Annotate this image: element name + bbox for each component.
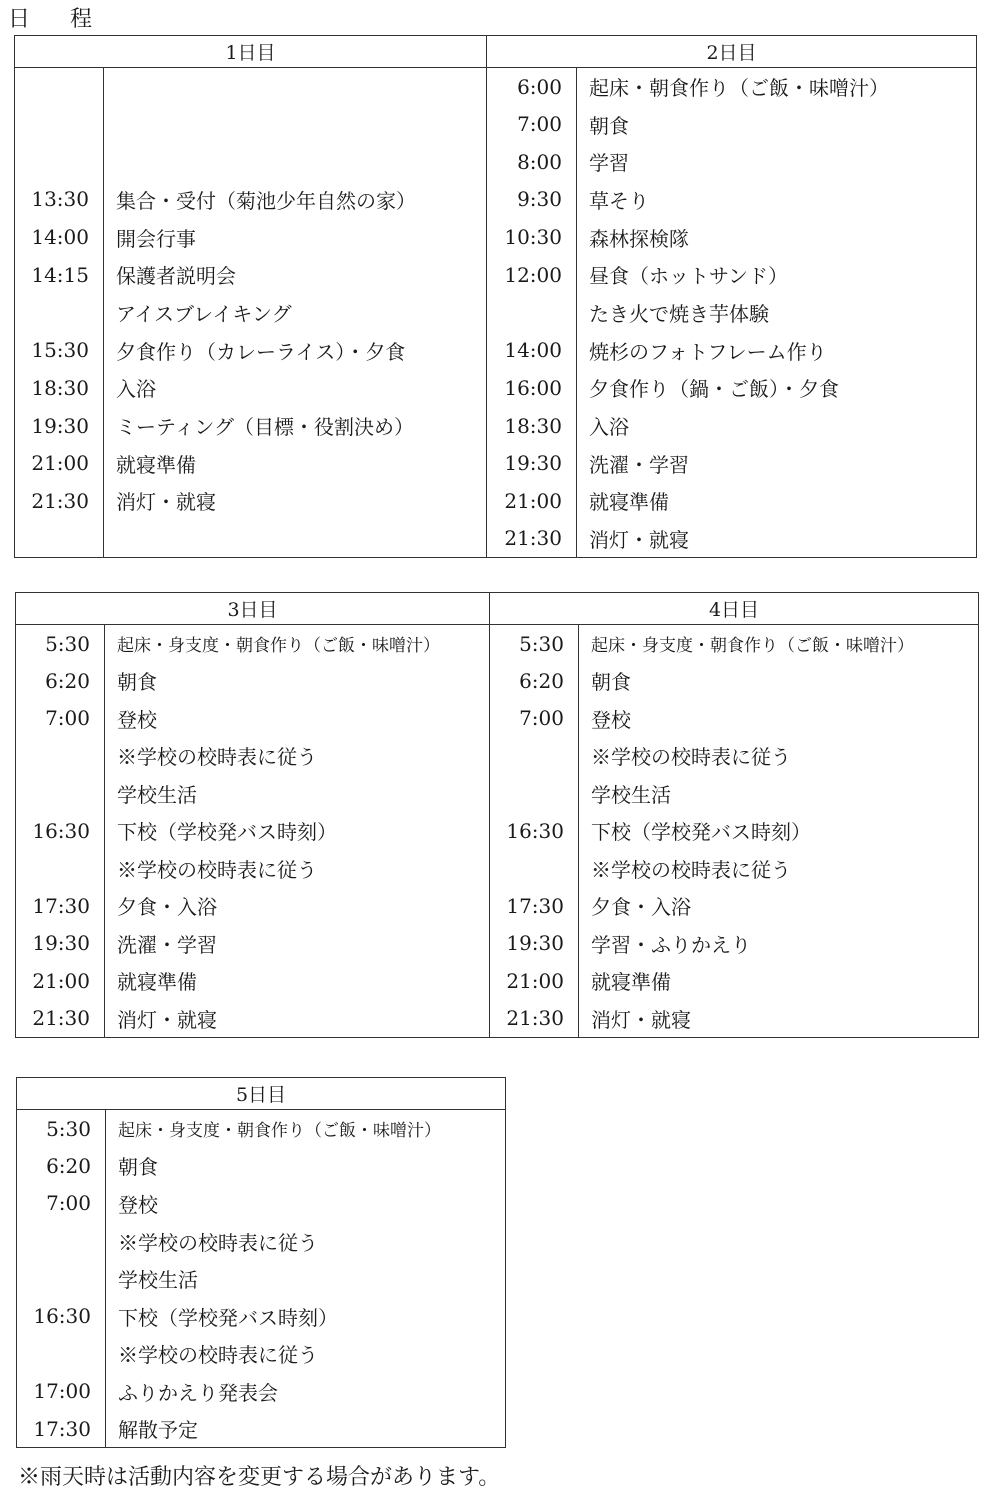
schedule-row	[17, 1147, 506, 1185]
schedule-row	[15, 482, 487, 520]
activity-cell: 下校（学校発バス時刻）	[579, 812, 979, 850]
time-cell: 16:30	[17, 1297, 106, 1335]
time-cell: 17:30	[490, 887, 579, 925]
activity-cell: ※学校の校時表に従う	[105, 850, 490, 888]
time-cell	[16, 850, 105, 888]
activity-cell: 開会行事	[104, 218, 487, 256]
time-cell: 17:30	[16, 887, 105, 925]
time-cell: 6:20	[17, 1147, 106, 1185]
schedule-row	[487, 294, 977, 332]
activity-cell	[104, 68, 487, 106]
time-cell: 9:30	[487, 181, 577, 219]
page-title	[8, 2, 92, 33]
schedule-row	[16, 925, 490, 963]
time-cell	[487, 294, 577, 332]
activity-cell: ふりかえり発表会	[106, 1373, 506, 1411]
schedule-row	[16, 662, 490, 700]
schedule-row	[15, 256, 487, 294]
schedule-row	[487, 218, 977, 256]
activity-cell: 洗濯・学習	[577, 444, 977, 482]
activity-cell: 朝食	[577, 105, 977, 143]
time-cell	[17, 1260, 106, 1298]
schedule-row	[17, 1222, 506, 1260]
activity-cell: 草そり	[577, 181, 977, 219]
time-cell: 7:00	[16, 700, 105, 738]
activity-cell: 下校（学校発バス時刻）	[106, 1297, 506, 1335]
activity-cell	[104, 143, 487, 181]
time-cell	[490, 850, 579, 888]
activity-cell: 登校	[106, 1185, 506, 1223]
time-cell: 21:00	[15, 444, 104, 482]
time-cell: 16:00	[487, 369, 577, 407]
schedule-row	[487, 520, 977, 558]
activity-cell: 登校	[579, 700, 979, 738]
time-cell: 16:30	[16, 812, 105, 850]
activity-cell: 朝食	[106, 1147, 506, 1185]
activity-cell: 起床・朝食作り（ご飯・味噌汁）	[577, 68, 977, 106]
activity-cell: 夕食・入浴	[105, 887, 490, 925]
activity-cell: アイスブレイキング	[104, 294, 487, 332]
activity-cell: 下校（学校発バス時刻）	[105, 812, 490, 850]
activity-cell: 就寝準備	[577, 482, 977, 520]
schedule-row	[15, 68, 487, 106]
activity-cell: 就寝準備	[105, 962, 490, 1000]
time-cell: 16:30	[490, 812, 579, 850]
activity-cell: 入浴	[104, 369, 487, 407]
title-part2: 程	[70, 7, 93, 32]
time-cell: 17:30	[17, 1410, 106, 1448]
title-part1: 日	[8, 7, 31, 32]
schedule-row	[490, 737, 979, 775]
schedule-row	[487, 331, 977, 369]
activity-cell: 洗濯・学習	[105, 925, 490, 963]
time-cell: 5:30	[17, 1110, 106, 1148]
activity-cell: 学校生活	[105, 775, 490, 813]
schedule-row	[15, 143, 487, 181]
schedule-row	[15, 520, 487, 558]
schedule-row	[17, 1297, 506, 1335]
schedule-row	[15, 181, 487, 219]
time-cell: 6:00	[487, 68, 577, 106]
schedule-row	[16, 887, 490, 925]
time-cell: 13:30	[15, 181, 104, 219]
time-cell: 12:00	[487, 256, 577, 294]
time-cell: 17:00	[17, 1373, 106, 1411]
activity-cell: ※学校の校時表に従う	[105, 737, 490, 775]
day-table-1	[14, 35, 487, 558]
schedule-row	[15, 218, 487, 256]
schedule-row	[17, 1260, 506, 1298]
time-cell: 10:30	[487, 218, 577, 256]
activity-cell: ※学校の校時表に従う	[106, 1335, 506, 1373]
activity-cell: 学習	[577, 143, 977, 181]
schedule-row	[490, 1000, 979, 1038]
time-cell: 19:30	[15, 407, 104, 445]
schedule-row	[16, 1000, 490, 1038]
activity-cell: 焼杉のフォトフレーム作り	[577, 331, 977, 369]
time-cell: 21:00	[490, 962, 579, 1000]
schedule-row	[487, 256, 977, 294]
activity-cell: 学校生活	[579, 775, 979, 813]
activity-cell: 消灯・就寝	[105, 1000, 490, 1038]
time-cell: 7:00	[490, 700, 579, 738]
time-cell	[15, 143, 104, 181]
activity-cell: 朝食	[579, 662, 979, 700]
time-cell: 8:00	[487, 143, 577, 181]
activity-cell: 就寝準備	[104, 444, 487, 482]
activity-cell	[104, 520, 487, 558]
activity-cell: 消灯・就寝	[104, 482, 487, 520]
day-table-5	[16, 1077, 506, 1448]
time-cell: 19:30	[16, 925, 105, 963]
day-header: 5日目	[17, 1078, 506, 1110]
activity-cell: 起床・身支度・朝食作り（ご飯・味噌汁）	[579, 625, 979, 663]
activity-cell: 学習・ふりかえり	[579, 925, 979, 963]
schedule-row	[487, 181, 977, 219]
time-cell: 14:15	[15, 256, 104, 294]
day-table-4	[489, 592, 979, 1038]
schedule-row	[17, 1373, 506, 1411]
schedule-row	[487, 143, 977, 181]
day-table-3	[15, 592, 490, 1038]
schedule-row	[16, 625, 490, 663]
schedule-row	[15, 105, 487, 143]
time-cell	[490, 775, 579, 813]
schedule-row	[16, 775, 490, 813]
footer-note: ※雨天時は活動内容を変更する場合があります。	[18, 1465, 501, 1490]
time-cell	[16, 775, 105, 813]
time-cell: 19:30	[487, 444, 577, 482]
time-cell: 15:30	[15, 331, 104, 369]
activity-cell: 消灯・就寝	[579, 1000, 979, 1038]
schedule-row	[487, 68, 977, 106]
schedule-row	[16, 850, 490, 888]
schedule-row	[487, 369, 977, 407]
time-cell: 18:30	[487, 407, 577, 445]
activity-cell: ※学校の校時表に従う	[579, 737, 979, 775]
time-cell	[15, 68, 104, 106]
day-header: 4日目	[490, 593, 979, 625]
activity-cell: 入浴	[577, 407, 977, 445]
time-cell: 21:30	[487, 520, 577, 558]
activity-cell: 夕食・入浴	[579, 887, 979, 925]
time-cell: 19:30	[490, 925, 579, 963]
schedule-row	[487, 482, 977, 520]
time-cell	[15, 294, 104, 332]
activity-cell	[104, 105, 487, 143]
time-cell: 21:30	[15, 482, 104, 520]
time-cell: 21:30	[16, 1000, 105, 1038]
schedule-row	[15, 369, 487, 407]
day-header: 2日目	[487, 36, 977, 68]
time-cell: 7:00	[487, 105, 577, 143]
time-cell	[17, 1335, 106, 1373]
schedule-row	[16, 812, 490, 850]
time-cell: 21:30	[490, 1000, 579, 1038]
schedule-row	[16, 737, 490, 775]
schedule-row	[490, 812, 979, 850]
schedule-row	[490, 850, 979, 888]
schedule-row	[15, 444, 487, 482]
schedule-row	[17, 1335, 506, 1373]
time-cell: 7:00	[17, 1185, 106, 1223]
time-cell: 18:30	[15, 369, 104, 407]
activity-cell: 登校	[105, 700, 490, 738]
activity-cell: 朝食	[105, 662, 490, 700]
time-cell: 5:30	[16, 625, 105, 663]
schedule-row	[490, 775, 979, 813]
day-header: 3日目	[16, 593, 490, 625]
activity-cell: 森林探検隊	[577, 218, 977, 256]
time-cell: 6:20	[16, 662, 105, 700]
time-cell	[16, 737, 105, 775]
schedule-row	[490, 962, 979, 1000]
schedule-row	[15, 294, 487, 332]
time-cell	[15, 105, 104, 143]
time-cell	[490, 737, 579, 775]
schedule-row	[490, 662, 979, 700]
activity-cell: 就寝準備	[579, 962, 979, 1000]
activity-cell: 起床・身支度・朝食作り（ご飯・味噌汁）	[105, 625, 490, 663]
schedule-row	[490, 887, 979, 925]
time-cell: 14:00	[15, 218, 104, 256]
activity-cell: 学校生活	[106, 1260, 506, 1298]
schedule-row	[15, 331, 487, 369]
schedule-row	[17, 1410, 506, 1448]
activity-cell: ※学校の校時表に従う	[106, 1222, 506, 1260]
activity-cell: 夕食作り（カレーライス）・夕食	[104, 331, 487, 369]
schedule-row	[490, 700, 979, 738]
time-cell: 21:00	[16, 962, 105, 1000]
activity-cell: 解散予定	[106, 1410, 506, 1448]
activity-cell: 昼食（ホットサンド）	[577, 256, 977, 294]
activity-cell: たき火で焼き芋体験	[577, 294, 977, 332]
time-cell: 5:30	[490, 625, 579, 663]
activity-cell: ※学校の校時表に従う	[579, 850, 979, 888]
schedule-row	[16, 962, 490, 1000]
schedule-row	[487, 105, 977, 143]
time-cell: 6:20	[490, 662, 579, 700]
activity-cell: 起床・身支度・朝食作り（ご飯・味噌汁）	[106, 1110, 506, 1148]
schedule-row	[16, 700, 490, 738]
activity-cell: 夕食作り（鍋・ご飯）・夕食	[577, 369, 977, 407]
day-table-2	[486, 35, 977, 558]
time-cell: 14:00	[487, 331, 577, 369]
schedule-row	[17, 1185, 506, 1223]
schedule-row	[17, 1110, 506, 1148]
time-cell: 21:00	[487, 482, 577, 520]
activity-cell: 消灯・就寝	[577, 520, 977, 558]
activity-cell: 保護者説明会	[104, 256, 487, 294]
day-header: 1日目	[15, 36, 487, 68]
schedule-row	[490, 925, 979, 963]
schedule-row	[487, 444, 977, 482]
activity-cell: ミーティング（目標・役割決め）	[104, 407, 487, 445]
schedule-row	[487, 407, 977, 445]
schedule-row	[15, 407, 487, 445]
time-cell	[15, 520, 104, 558]
time-cell	[17, 1222, 106, 1260]
activity-cell: 集合・受付（菊池少年自然の家）	[104, 181, 487, 219]
schedule-row	[490, 625, 979, 663]
